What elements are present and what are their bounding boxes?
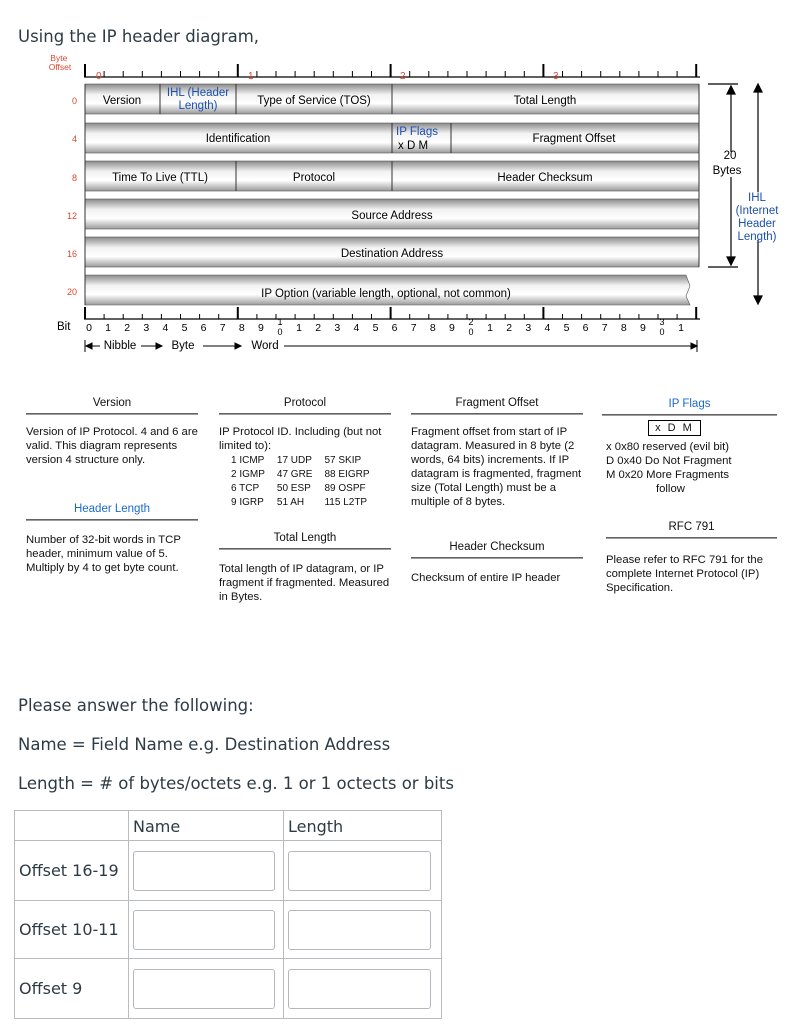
bit-number: 6 bbox=[391, 322, 398, 334]
offset-8: 8 bbox=[71, 173, 77, 183]
name-input-offset-9[interactable] bbox=[133, 969, 275, 1009]
question-name-def: Name = Field Name e.g. Destination Address bbox=[18, 735, 391, 754]
field-ip-flags: IP Flags bbox=[396, 126, 438, 138]
bit-number-tens: 3 bbox=[659, 317, 665, 327]
ip-flags-box: x D M bbox=[648, 420, 701, 436]
bit-number: 3 bbox=[525, 322, 532, 334]
proto-cell: 47 GRE bbox=[276, 469, 313, 480]
proto-cell: 6 TCP bbox=[231, 483, 260, 494]
bit-number: 2 bbox=[124, 322, 131, 334]
field-tos: Type of Service (TOS) bbox=[257, 95, 371, 107]
protocol-table bbox=[229, 453, 382, 511]
desc-header-length-title: Header Length bbox=[26, 502, 198, 519]
top-marker-1: 1 bbox=[248, 71, 254, 82]
offset-4: 4 bbox=[71, 134, 77, 144]
bit-number: 8 bbox=[620, 322, 627, 334]
desc-ip-flags bbox=[602, 397, 777, 496]
answer-header-row bbox=[15, 811, 442, 841]
bytes-20-value: 20 bbox=[723, 150, 737, 162]
bit-number: 2 bbox=[506, 322, 513, 334]
ip-flags-line-x: x 0x80 reserved (evil bit) bbox=[606, 441, 730, 453]
ihl-side-4: Length) bbox=[737, 231, 777, 243]
bit-number: 7 bbox=[410, 322, 417, 334]
desc-version-title: Version bbox=[26, 396, 198, 413]
field-ihl-top: IHL (Header bbox=[166, 87, 230, 99]
ihl-side-2: (Internet bbox=[735, 205, 779, 217]
bit-number: 9 bbox=[257, 322, 264, 334]
field-fragment-offset: Fragment Offset bbox=[532, 133, 616, 145]
field-total-length: Total Length bbox=[513, 95, 577, 107]
field-protocol: Protocol bbox=[292, 172, 336, 184]
field-ttl: Time To Live (TTL) bbox=[112, 172, 208, 184]
desc-total-length bbox=[219, 531, 391, 604]
bit-number: 1 bbox=[296, 322, 303, 334]
byte-offset-line1: Byte bbox=[50, 53, 68, 63]
row-label: Offset 10-11 bbox=[15, 901, 129, 959]
bit-number: 9 bbox=[448, 322, 455, 334]
length-input-offset-16-19[interactable] bbox=[288, 851, 431, 891]
proto-cell: 89 OSPF bbox=[324, 483, 366, 494]
bit-number: 3 bbox=[143, 322, 150, 334]
header-empty bbox=[15, 811, 129, 841]
ip-header-diagram bbox=[0, 52, 790, 362]
desc-version-text: Version of IP Protocol. 4 and 6 are valid. This diagram represents version 4 structure only. bbox=[26, 426, 198, 466]
bit-number-ones: 0 bbox=[277, 327, 283, 337]
question-length-def: Length = # of bytes/octets e.g. 1 or 1 octects or bits bbox=[18, 774, 454, 793]
bit-number: 6 bbox=[582, 322, 589, 334]
top-ticks bbox=[85, 64, 696, 77]
ip-flags-line-m: M 0x20 More Fragments bbox=[606, 469, 730, 481]
proto-cell: 88 EIGRP bbox=[324, 469, 370, 480]
ihl-side-3: Header bbox=[738, 218, 776, 230]
desc-total-length-title: Total Length bbox=[219, 531, 391, 548]
bit-number: 2 bbox=[315, 322, 322, 334]
desc-ip-flags-title: IP Flags bbox=[602, 397, 777, 414]
byte-label: Byte bbox=[171, 340, 195, 352]
length-input-offset-9[interactable] bbox=[288, 969, 431, 1009]
ip-flags-line-follow: follow bbox=[656, 483, 685, 495]
question-prompt: Please answer the following: bbox=[18, 696, 254, 715]
proto-cell: 1 ICMP bbox=[231, 455, 265, 466]
proto-cell: 2 IGMP bbox=[231, 469, 265, 480]
proto-cell: 50 ESP bbox=[276, 483, 311, 494]
answer-row bbox=[15, 841, 442, 901]
top-marker-3: 3 bbox=[553, 71, 559, 82]
word-label: Word bbox=[251, 340, 279, 352]
bit-number: 3 bbox=[334, 322, 341, 334]
answer-row bbox=[15, 901, 442, 959]
bit-number-tens: 1 bbox=[277, 317, 283, 327]
bit-number: 5 bbox=[181, 322, 188, 334]
desc-header-checksum-title: Header Checksum bbox=[411, 540, 583, 557]
bit-number: 5 bbox=[563, 322, 570, 334]
bit-number: 9 bbox=[639, 322, 646, 334]
top-marker-2: 2 bbox=[400, 71, 406, 82]
desc-rfc-text: Please refer to RFC 791 for the complete Internet Protocol (IP) Specification. bbox=[606, 554, 763, 594]
offset-0: 0 bbox=[71, 96, 77, 106]
desc-header-length bbox=[26, 502, 198, 575]
field-ip-option: IP Option (variable length, optional, not common) bbox=[261, 288, 511, 300]
header-length: Length bbox=[284, 811, 442, 841]
desc-version bbox=[26, 396, 198, 467]
row-label: Offset 9 bbox=[15, 959, 129, 1019]
bytes-20-label: Bytes bbox=[712, 165, 742, 177]
nibble-label: Nibble bbox=[103, 340, 137, 352]
bottom-ticks bbox=[85, 307, 696, 319]
row-label: Offset 16-19 bbox=[15, 841, 129, 901]
bit-label: Bit bbox=[57, 321, 71, 333]
answer-row bbox=[15, 959, 442, 1019]
field-header-checksum: Header Checksum bbox=[497, 172, 593, 184]
desc-header-checksum-text: Checksum of entire IP header bbox=[411, 572, 561, 584]
header-name: Name bbox=[129, 811, 284, 841]
byte-offset-label bbox=[49, 53, 72, 72]
desc-protocol bbox=[219, 396, 391, 511]
offset-16: 16 bbox=[66, 249, 77, 259]
field-separators bbox=[85, 84, 699, 305]
top-marker-0: 0 bbox=[96, 71, 102, 82]
bit-number: 1 bbox=[487, 322, 494, 334]
offset-20: 20 bbox=[66, 287, 77, 297]
desc-protocol-title: Protocol bbox=[219, 396, 391, 413]
bit-number: 7 bbox=[601, 322, 608, 334]
field-source-address: Source Address bbox=[351, 210, 433, 222]
field-destination-address: Destination Address bbox=[340, 248, 444, 260]
proto-cell: 17 UDP bbox=[276, 455, 312, 466]
length-input-offset-10-11[interactable] bbox=[288, 910, 431, 950]
desc-fragment-offset-title: Fragment Offset bbox=[411, 396, 583, 413]
field-version: Version bbox=[102, 95, 142, 107]
name-input-offset-16-19[interactable] bbox=[133, 851, 275, 891]
desc-header-checksum bbox=[411, 540, 583, 585]
bit-number: 4 bbox=[544, 322, 551, 334]
bit-number: 8 bbox=[429, 322, 436, 334]
desc-fragment-offset bbox=[411, 396, 583, 509]
proto-cell: 9 IGRP bbox=[231, 497, 264, 508]
bit-number: 1 bbox=[105, 322, 112, 334]
bit-number-tens: 2 bbox=[468, 317, 474, 327]
bit-number-ones: 0 bbox=[468, 327, 474, 337]
field-ihl-bottom: Length) bbox=[178, 100, 218, 112]
bit-number: 1 bbox=[678, 322, 685, 334]
ip-flags-line-d: D 0x40 Do Not Fragment bbox=[606, 455, 732, 467]
ihl-side-1: IHL bbox=[748, 192, 766, 204]
field-identification: Identification bbox=[205, 133, 271, 145]
desc-protocol-text: IP Protocol ID. Including (but not limited to): bbox=[219, 426, 382, 452]
proto-cell: 57 SKIP bbox=[324, 455, 362, 466]
proto-cell: 51 AH bbox=[276, 497, 305, 508]
desc-total-length-text: Total length of IP datagram, or IP fragment if fragmented. Measured in Bytes. bbox=[219, 563, 390, 603]
field-flags-bits: x D M bbox=[398, 140, 429, 152]
bit-number: 6 bbox=[200, 322, 207, 334]
byte-offset-line2: Offset bbox=[48, 62, 72, 72]
bit-numbers bbox=[86, 317, 684, 337]
desc-rfc bbox=[606, 520, 777, 595]
offset-12: 12 bbox=[66, 211, 77, 221]
bit-number: 5 bbox=[372, 322, 379, 334]
name-input-offset-10-11[interactable] bbox=[133, 910, 275, 950]
answer-table bbox=[14, 810, 442, 1019]
desc-rfc-title: RFC 791 bbox=[606, 520, 777, 537]
bit-number: 4 bbox=[162, 322, 169, 334]
bit-number: 7 bbox=[219, 322, 226, 334]
bit-number: 8 bbox=[238, 322, 245, 334]
desc-fragment-offset-text: Fragment offset from start of IP datagram. Measured in 8 byte (2 words, 64 bits) increments. If IP datagram is fragmented, fragment size (Total Length) must be a multiple of 8 bytes. bbox=[411, 426, 582, 508]
bit-number: 4 bbox=[353, 322, 360, 334]
question-intro: Using the IP header diagram, bbox=[18, 27, 260, 46]
proto-cell: 115 L2TP bbox=[324, 497, 368, 508]
desc-header-length-text: Number of 32-bit words in TCP header, minimum value of 5. Multiply by 4 to get byte count. bbox=[26, 534, 181, 574]
bit-number-ones: 0 bbox=[659, 327, 665, 337]
bit-number: 0 bbox=[86, 322, 92, 334]
